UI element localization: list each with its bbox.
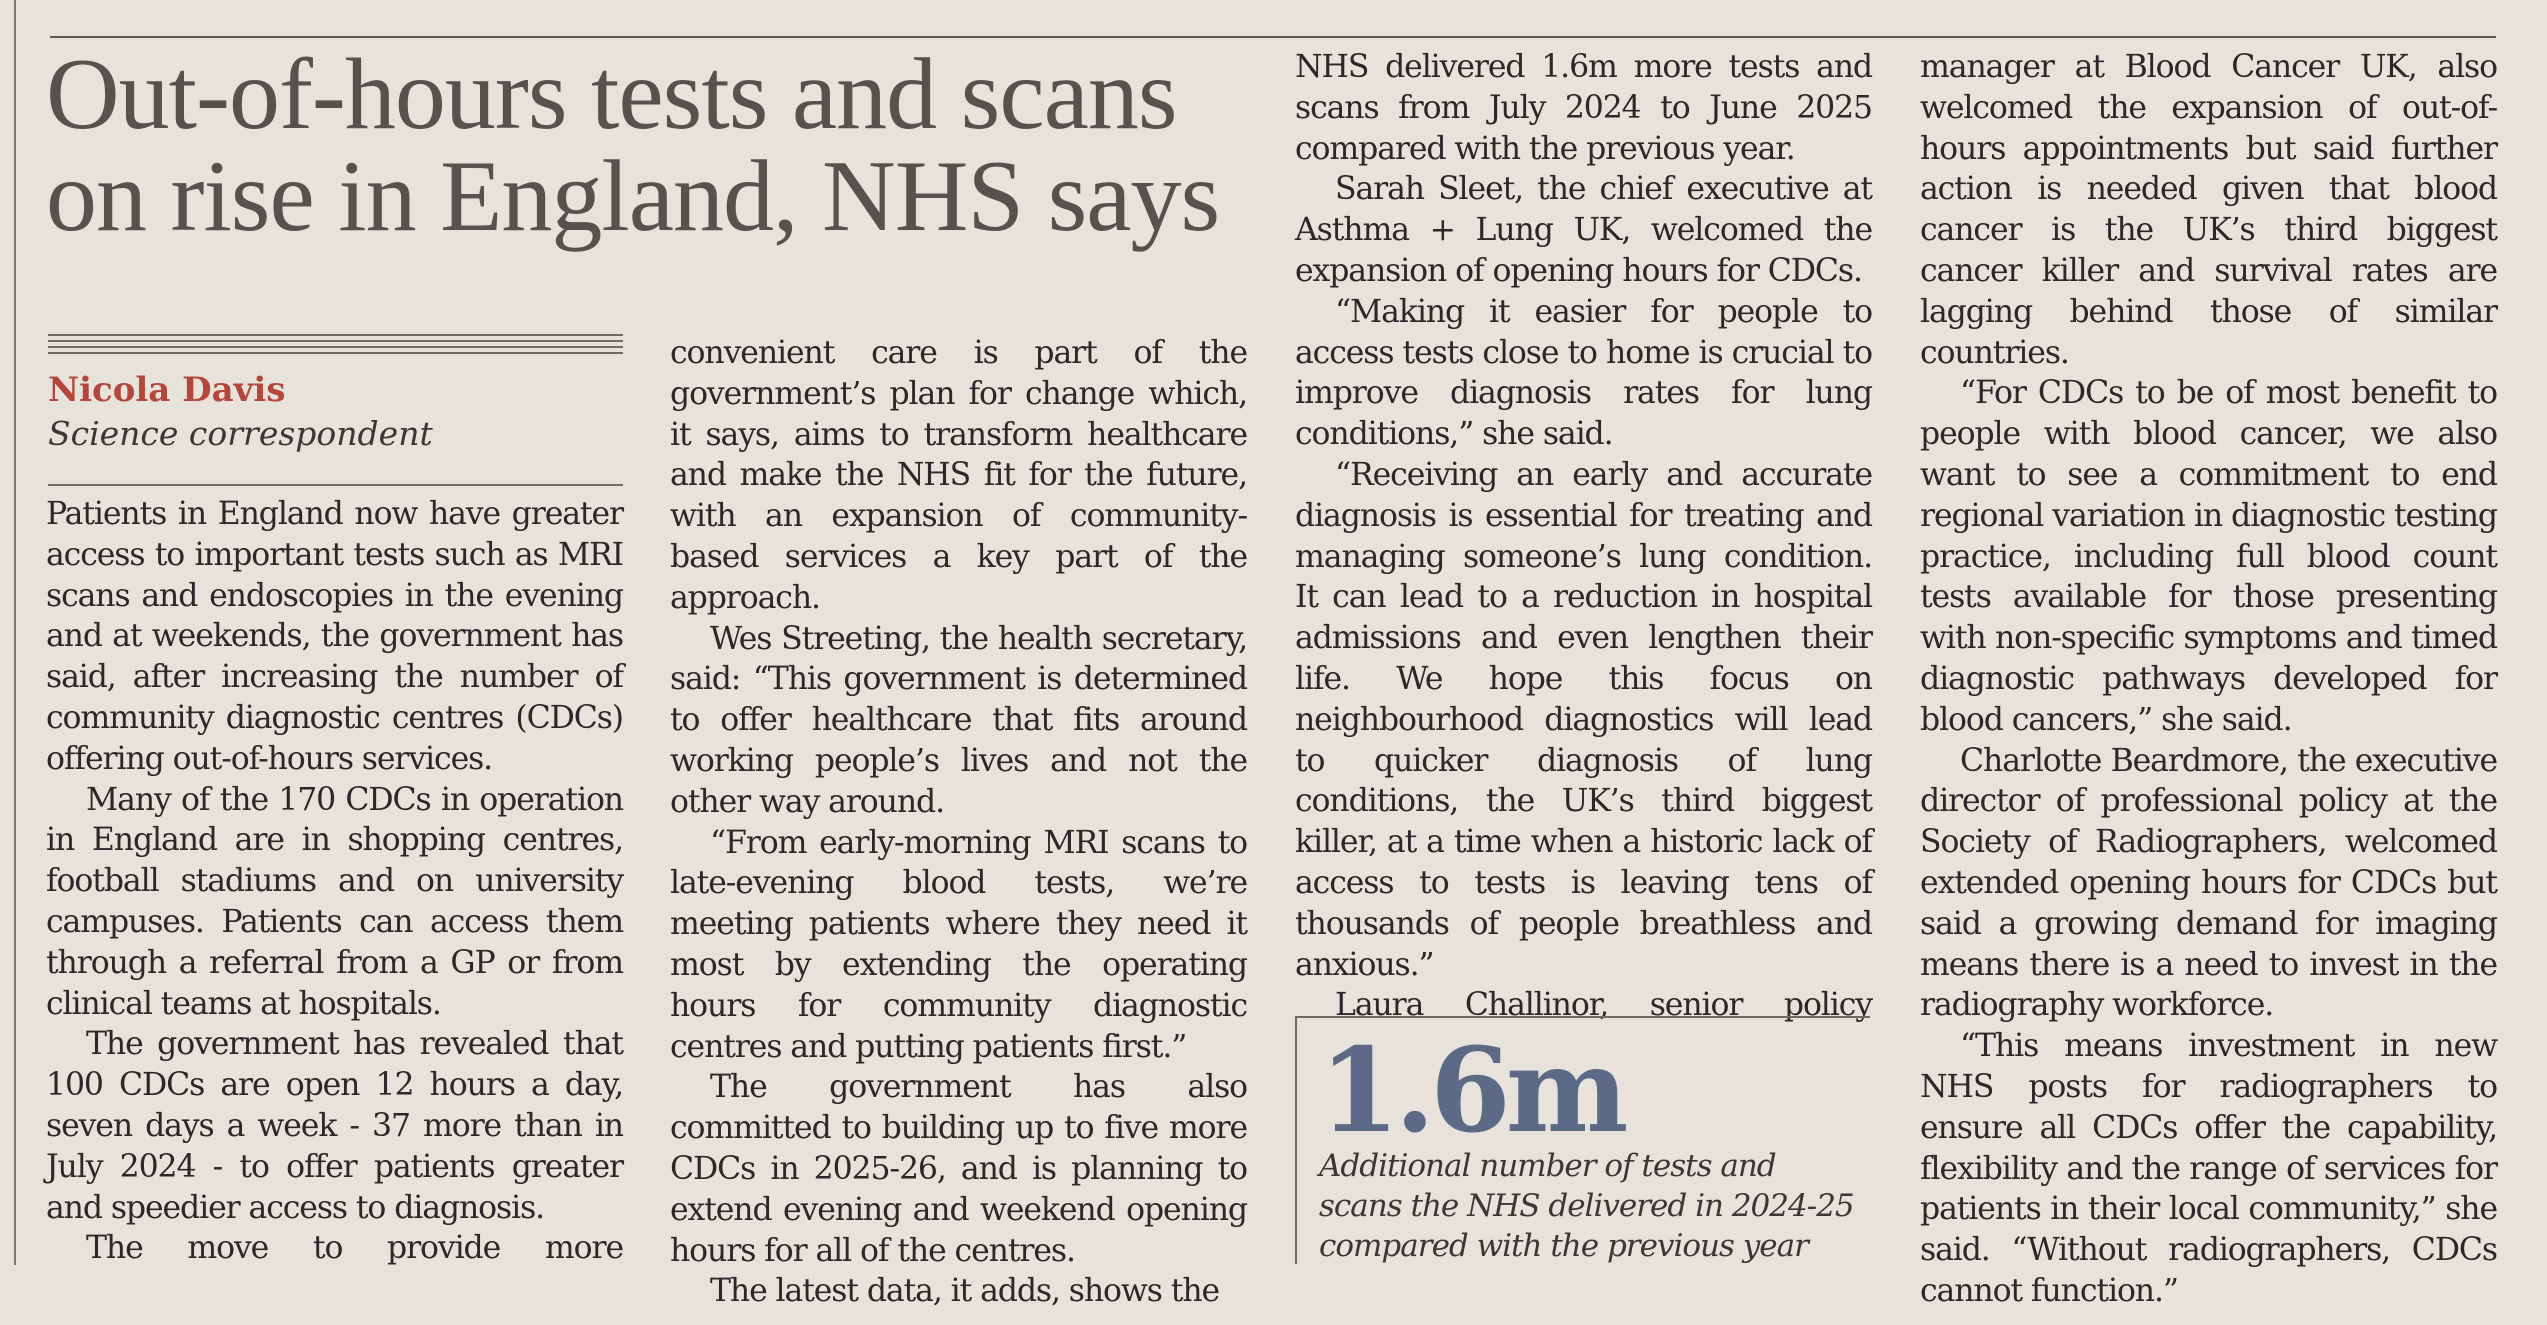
stat-number: 1.6m (1319, 1023, 1624, 1159)
paragraph: Many of the 170 CDCs in operation in England are in shopping centres, football stadiums and on university campuses. Patients can access them through a referral from a GP or from clinical teams at hospitals. (46, 781, 623, 1022)
paragraph: The government has also committed to building up to five more CDCs in 2025-26, and is planning to extend evening and weekend opening hours for all of the centres. (670, 1069, 1247, 1269)
article-column-1 (46, 494, 623, 1269)
paragraph: Wes Streeting, the health secretary, said: “This government is determined to offer healthcare that fits around working people’s lives and not the other way around. (670, 620, 1247, 820)
paragraph: “Receiving an early and accurate diagnosis is essential for treating and managing someone’s lung condition. It can lead to a reduction in hospital admissions and even lengthen their life. We hope this focus on neighbourhood diagnostics will lead to quicker diagnosis of lung conditions, the UK’s third biggest killer, at a time when a historic lack of access to tests is leaving tens of thousands of people breathless and anxious.” (1295, 456, 1872, 983)
stat-caption: Additional number of tests and scans the NHS delivered in 2024-25 compared with the previous year (1319, 1148, 1854, 1264)
paragraph: “From early-morning MRI scans to late-evening blood tests, we’re meeting patients where they need it most by extending the operating hours for community diagnostic centres and putting patients first.” (670, 824, 1247, 1065)
author-role: Science correspondent (48, 414, 433, 453)
byline-divider (48, 484, 623, 486)
byline-rules (48, 334, 623, 358)
headline-line-2: on rise in England, NHS says (46, 140, 1220, 253)
paragraph: NHS delivered 1.6m more tests and scans from July 2024 to June 2025 compared with the previous year. (1295, 49, 1872, 167)
article-column-2 (670, 333, 1247, 1312)
article-column-3 (1295, 47, 1872, 1026)
stat-callout (1295, 1016, 1870, 1264)
paragraph: Patients in England now have greater access to important tests such as MRI scans and endoscopies in the evening and at weekends, the government has said, after increasing the number of community diagnostic centres (CDCs) offering out-of-hours services. (46, 496, 623, 777)
paragraph: The move to provide more (86, 1230, 623, 1267)
paragraph: Charlotte Beardmore, the executive director of professional policy at the Society of Radiographers, welcomed extended opening hours for CDCs but said a growing demand for imaging means there is a need to invest in the radiography workforce. (1920, 742, 2497, 1024)
paragraph: manager at Blood Cancer UK, also welcomed the expansion of out-of-hours appointments but said further action is needed given that blood cancer is the UK’s third biggest cancer killer and survival rates are lagging behind those of similar countries. (1920, 49, 2497, 371)
paragraph: convenient care is part of the government’s plan for change which, it says, aims to transform healthcare and make the NHS fit for the future, with an expansion of community-based services a key part of the approach. (670, 335, 1247, 616)
headline (46, 38, 1276, 253)
paragraph: “Making it easier for people to access tests close to home is crucial to improve diagnosis rates for lung conditions,” she said. (1295, 293, 1872, 453)
paragraph: Laura Challinor, senior policy (1335, 987, 1872, 1024)
author-name: Nicola Davis (48, 370, 286, 410)
paragraph: “For CDCs to be of most benefit to people with blood cancer, we also want to see a commitment to end regional variation in diagnostic testing practice, including full blood count tests available for those presenting with non-specific symptoms and timed diagnostic pathways developed for blood cancers,” she said. (1920, 375, 2497, 738)
headline-line-1: Out-of-hours tests and scans (46, 38, 1177, 151)
page-edge (14, 0, 16, 1265)
article-column-4 (1920, 47, 2497, 1312)
paragraph: Sarah Sleet, the chief executive at Asthma + Lung UK, welcomed the expansion of opening hours for CDCs. (1295, 171, 1872, 289)
paragraph: The government has revealed that 100 CDCs are open 12 hours a day, seven days a week - 37 more than in July 2024 - to offer patients greater and speedier access to diagnosis. (46, 1026, 623, 1226)
paragraph: “This means investment in new NHS posts for radiographers to ensure all CDCs offer the capability, flexibility and the range of services for patients in their local community,” she said. “Without radiographers, CDCs cannot function.” (1920, 1028, 2497, 1309)
paragraph: The latest data, it adds, shows the (710, 1273, 1220, 1310)
